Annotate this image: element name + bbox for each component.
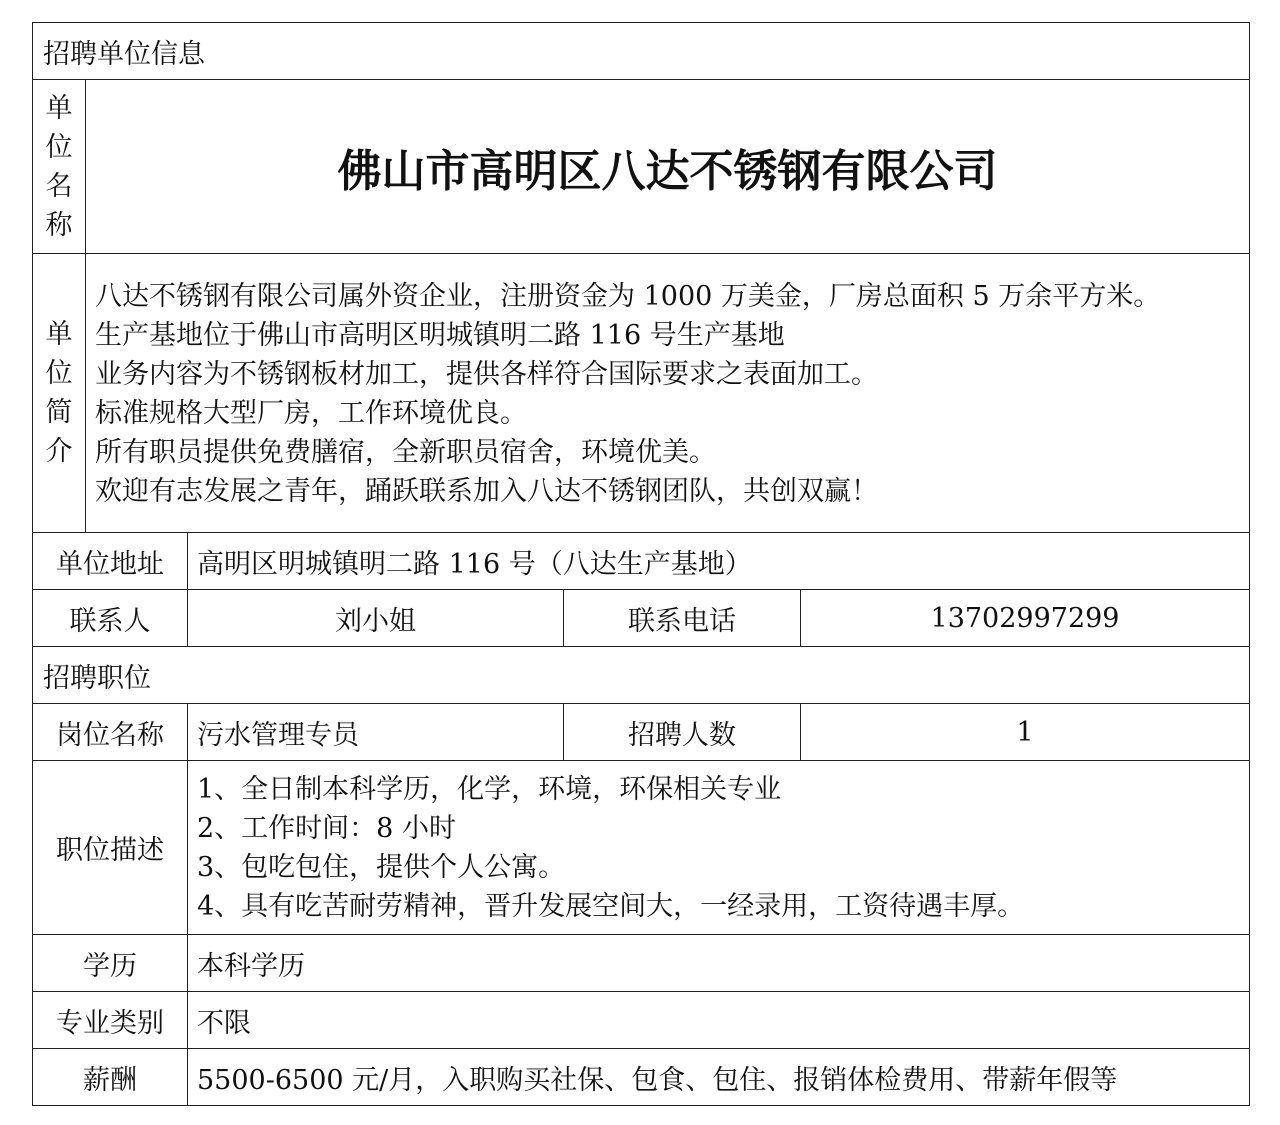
count-label-cell (563, 703, 801, 761)
salary-label-cell (32, 1048, 188, 1106)
major-cell (187, 991, 1250, 1049)
company-intro-label: 单位简介 (45, 319, 73, 467)
intro-line: 业务内容为不锈钢板材加工，提供各样符合国际要求之表面加工。 (95, 359, 878, 390)
description-label-cell (32, 760, 188, 935)
count-cell (800, 703, 1250, 761)
position-label-cell (32, 703, 188, 761)
education-label-cell (32, 934, 188, 992)
phone-value: 13702997299 (930, 602, 1120, 634)
salary-label: 薪酬 (83, 1064, 137, 1096)
description-cell (187, 760, 1250, 935)
contact-label-cell (32, 589, 188, 647)
education-label: 学历 (83, 950, 137, 982)
address-value: 高明区明城镇明二路 116 号（八达生产基地） (197, 548, 752, 580)
address-label: 单位地址 (56, 548, 164, 580)
address-cell (187, 532, 1250, 590)
phone-label-cell (563, 589, 801, 647)
count-value: 1 (1016, 716, 1034, 748)
contact-value: 刘小姐 (335, 605, 416, 637)
job-section-title: 招聘职位 (43, 662, 151, 694)
description-line: 4、具有吃苦耐劳精神，晋升发展空间大，一经录用，工资待遇丰厚。 (197, 891, 1025, 922)
company-name-cell (85, 79, 1250, 254)
intro-line: 欢迎有志发展之青年，踊跃联系加入八达不锈钢团队，共创双赢！ (95, 476, 878, 507)
company-section-title: 招聘单位信息 (43, 38, 205, 70)
position-cell (187, 703, 564, 761)
company-intro-cell (85, 253, 1250, 533)
description-label: 职位描述 (56, 835, 164, 866)
company-section-header (32, 22, 1250, 80)
company-name-label-cell (32, 79, 86, 254)
position-value: 污水管理专员 (197, 719, 359, 751)
description-line: 1、全日制本科学历，化学，环境，环保相关专业 (197, 774, 782, 805)
major-label: 专业类别 (56, 1007, 164, 1039)
company-name: 佛山市高明区八达不锈钢有限公司 (337, 145, 998, 197)
salary-value: 5500-6500 元/月，入职购买社保、包食、包住、报销体检费用、带薪年假等 (197, 1064, 1118, 1096)
contact-label: 联系人 (69, 605, 151, 637)
description-line: 2、工作时间：8 小时 (197, 813, 456, 844)
education-cell (187, 934, 1250, 992)
intro-line: 所有职员提供免费膳宿，全新职员宿舍，环境优美。 (95, 437, 716, 468)
job-section-header (32, 646, 1250, 704)
intro-line: 标准规格大型厂房，工作环境优良。 (95, 398, 527, 429)
phone-cell (800, 589, 1250, 647)
address-label-cell (32, 532, 188, 590)
education-value: 本科学历 (197, 950, 305, 982)
phone-label: 联系电话 (628, 605, 736, 637)
major-label-cell (32, 991, 188, 1049)
intro-line: 生产基地位于佛山市高明区明城镇明二路 116 号生产基地 (95, 320, 785, 351)
company-name-label: 单位名称 (45, 92, 73, 241)
major-value: 不限 (197, 1007, 251, 1039)
contact-cell (187, 589, 564, 647)
position-label: 岗位名称 (56, 719, 164, 751)
count-label: 招聘人数 (628, 719, 736, 751)
salary-cell (187, 1048, 1250, 1106)
company-intro-label-cell (32, 253, 86, 533)
description-line: 3、包吃包住，提供个人公寓。 (197, 852, 566, 883)
intro-line: 八达不锈钢有限公司属外资企业，注册资金为 1000 万美金，厂房总面积 5 万余平方米。 (95, 281, 1161, 312)
